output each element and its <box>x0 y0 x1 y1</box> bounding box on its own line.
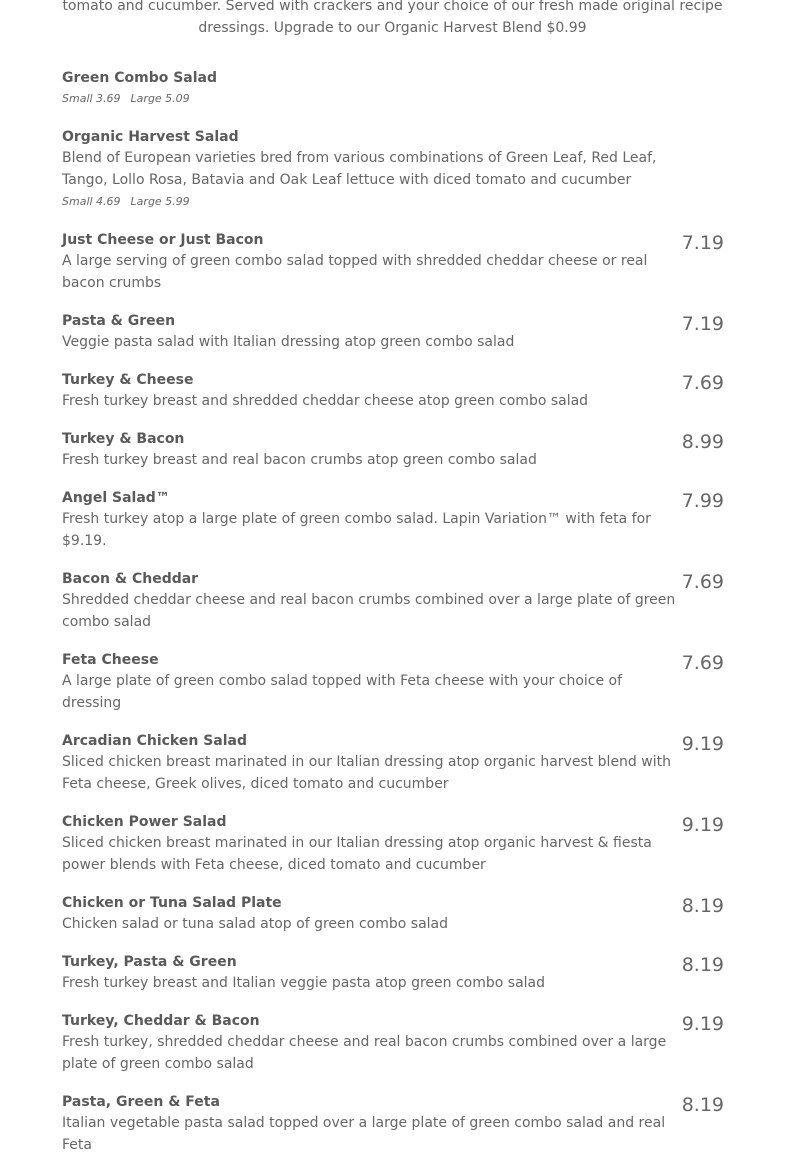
menu-item-size-price: Large 5.09 <box>130 92 190 105</box>
menu-item-name: Chicken Power Salad <box>62 814 227 830</box>
menu-intro <box>60 0 725 39</box>
menu-item-price: 8.19 <box>681 1094 724 1116</box>
menu-item-sizes <box>62 191 724 213</box>
menu-item-description: Sliced chicken breast marinated in our Italian dressing atop organic harvest & fiesta power blends with Feta cheese, diced tomato and cucumber <box>62 835 652 873</box>
menu-item-name: Turkey & Cheese <box>62 372 194 388</box>
menu-item <box>62 893 724 935</box>
menu-item-description: A large serving of green combo salad topped with shredded cheddar cheese or real bacon crumbs <box>62 253 648 291</box>
menu-item-name: Turkey, Cheddar & Bacon <box>62 1013 260 1029</box>
menu-item-description: Fresh turkey breast and Italian veggie pasta atop green combo salad <box>62 975 546 991</box>
menu-item-price: 8.19 <box>681 954 724 976</box>
menu-item-price: 9.19 <box>681 1013 724 1035</box>
menu-item <box>62 370 724 412</box>
menu-item <box>62 68 724 110</box>
menu-item-description: Shredded cheddar cheese and real bacon crumbs combined over a large plate of green combo salad <box>62 592 676 630</box>
menu-item <box>62 230 724 294</box>
menu-item-description: Sliced chicken breast marinated in our Italian dressing atop organic harvest blend with Feta cheese, Greek olives, diced tomato and cucumber <box>62 754 671 792</box>
menu-item-sizes <box>62 88 724 110</box>
menu-item-description: Italian vegetable pasta salad topped over a large plate of green combo salad and real Feta <box>62 1115 666 1153</box>
menu-item <box>62 569 724 633</box>
menu-item-description: Fresh turkey atop a large plate of green combo salad. Lapin Variation™ with feta for $9.19. <box>62 511 651 549</box>
salad-menu-list <box>62 68 724 1173</box>
menu-item-name: Just Cheese or Just Bacon <box>62 232 264 248</box>
menu-item-description: Veggie pasta salad with Italian dressing atop green combo salad <box>62 334 515 350</box>
menu-item-price: 7.69 <box>681 372 724 394</box>
intro-line-1: tomato and cucumber. Served with crackers and your choice of our fresh made original recipe <box>62 0 723 14</box>
menu-item-name: Turkey, Pasta & Green <box>62 954 237 970</box>
menu-item-size-price: Small 4.69 <box>62 195 121 208</box>
menu-item-price: 9.19 <box>681 733 724 755</box>
menu-item <box>62 1011 724 1075</box>
menu-item-description: Fresh turkey, shredded cheddar cheese and real bacon crumbs combined over a large plate of green combo salad <box>62 1034 667 1072</box>
menu-item-name: Organic Harvest Salad <box>62 129 239 145</box>
menu-item-description: Fresh turkey breast and real bacon crumbs atop green combo salad <box>62 452 537 468</box>
menu-item-price: 7.19 <box>681 313 724 335</box>
menu-item-description: Fresh turkey breast and shredded cheddar cheese atop green combo salad <box>62 393 589 409</box>
menu-item <box>62 952 724 994</box>
menu-item-price: 7.69 <box>681 652 724 674</box>
menu-item-size-price: Small 3.69 <box>62 92 121 105</box>
menu-item <box>62 311 724 353</box>
menu-item-name: Chicken or Tuna Salad Plate <box>62 895 282 911</box>
menu-item-name: Pasta & Green <box>62 313 176 329</box>
menu-item-name: Bacon & Cheddar <box>62 571 199 587</box>
menu-item <box>62 488 724 552</box>
menu-item-name: Pasta, Green & Feta <box>62 1094 220 1110</box>
menu-item <box>62 650 724 714</box>
menu-item-name: Turkey & Bacon <box>62 431 185 447</box>
menu-item-description: Chicken salad or tuna salad atop of green combo salad <box>62 916 449 932</box>
menu-item-name: Arcadian Chicken Salad <box>62 733 248 749</box>
menu-item-name: Angel Salad™ <box>62 490 170 506</box>
menu-item-description: Blend of European varieties bred from various combinations of Green Leaf, Red Leaf, Tango, Lollo Rosa, Batavia and Oak Leaf lettuce with diced tomato and cucumber <box>62 150 657 188</box>
menu-item <box>62 731 724 795</box>
menu-item <box>62 429 724 471</box>
menu-item-price: 8.19 <box>681 895 724 917</box>
menu-item-price: 7.19 <box>681 232 724 254</box>
menu-item-size-price: Large 5.99 <box>130 195 190 208</box>
menu-item-name: Green Combo Salad <box>62 70 218 86</box>
menu-item-price: 7.99 <box>681 490 724 512</box>
intro-line-2: dressings. Upgrade to our Organic Harvest Blend $0.99 <box>198 20 587 36</box>
menu-item <box>62 1092 724 1156</box>
menu-item-price: 8.99 <box>681 431 724 453</box>
menu-item <box>62 812 724 876</box>
menu-item-price: 9.19 <box>681 814 724 836</box>
menu-item <box>62 127 724 213</box>
menu-item-description: A large plate of green combo salad topped with Feta cheese with your choice of dressing <box>62 673 623 711</box>
menu-item-name: Feta Cheese <box>62 652 159 668</box>
menu-item-price: 7.69 <box>681 571 724 593</box>
